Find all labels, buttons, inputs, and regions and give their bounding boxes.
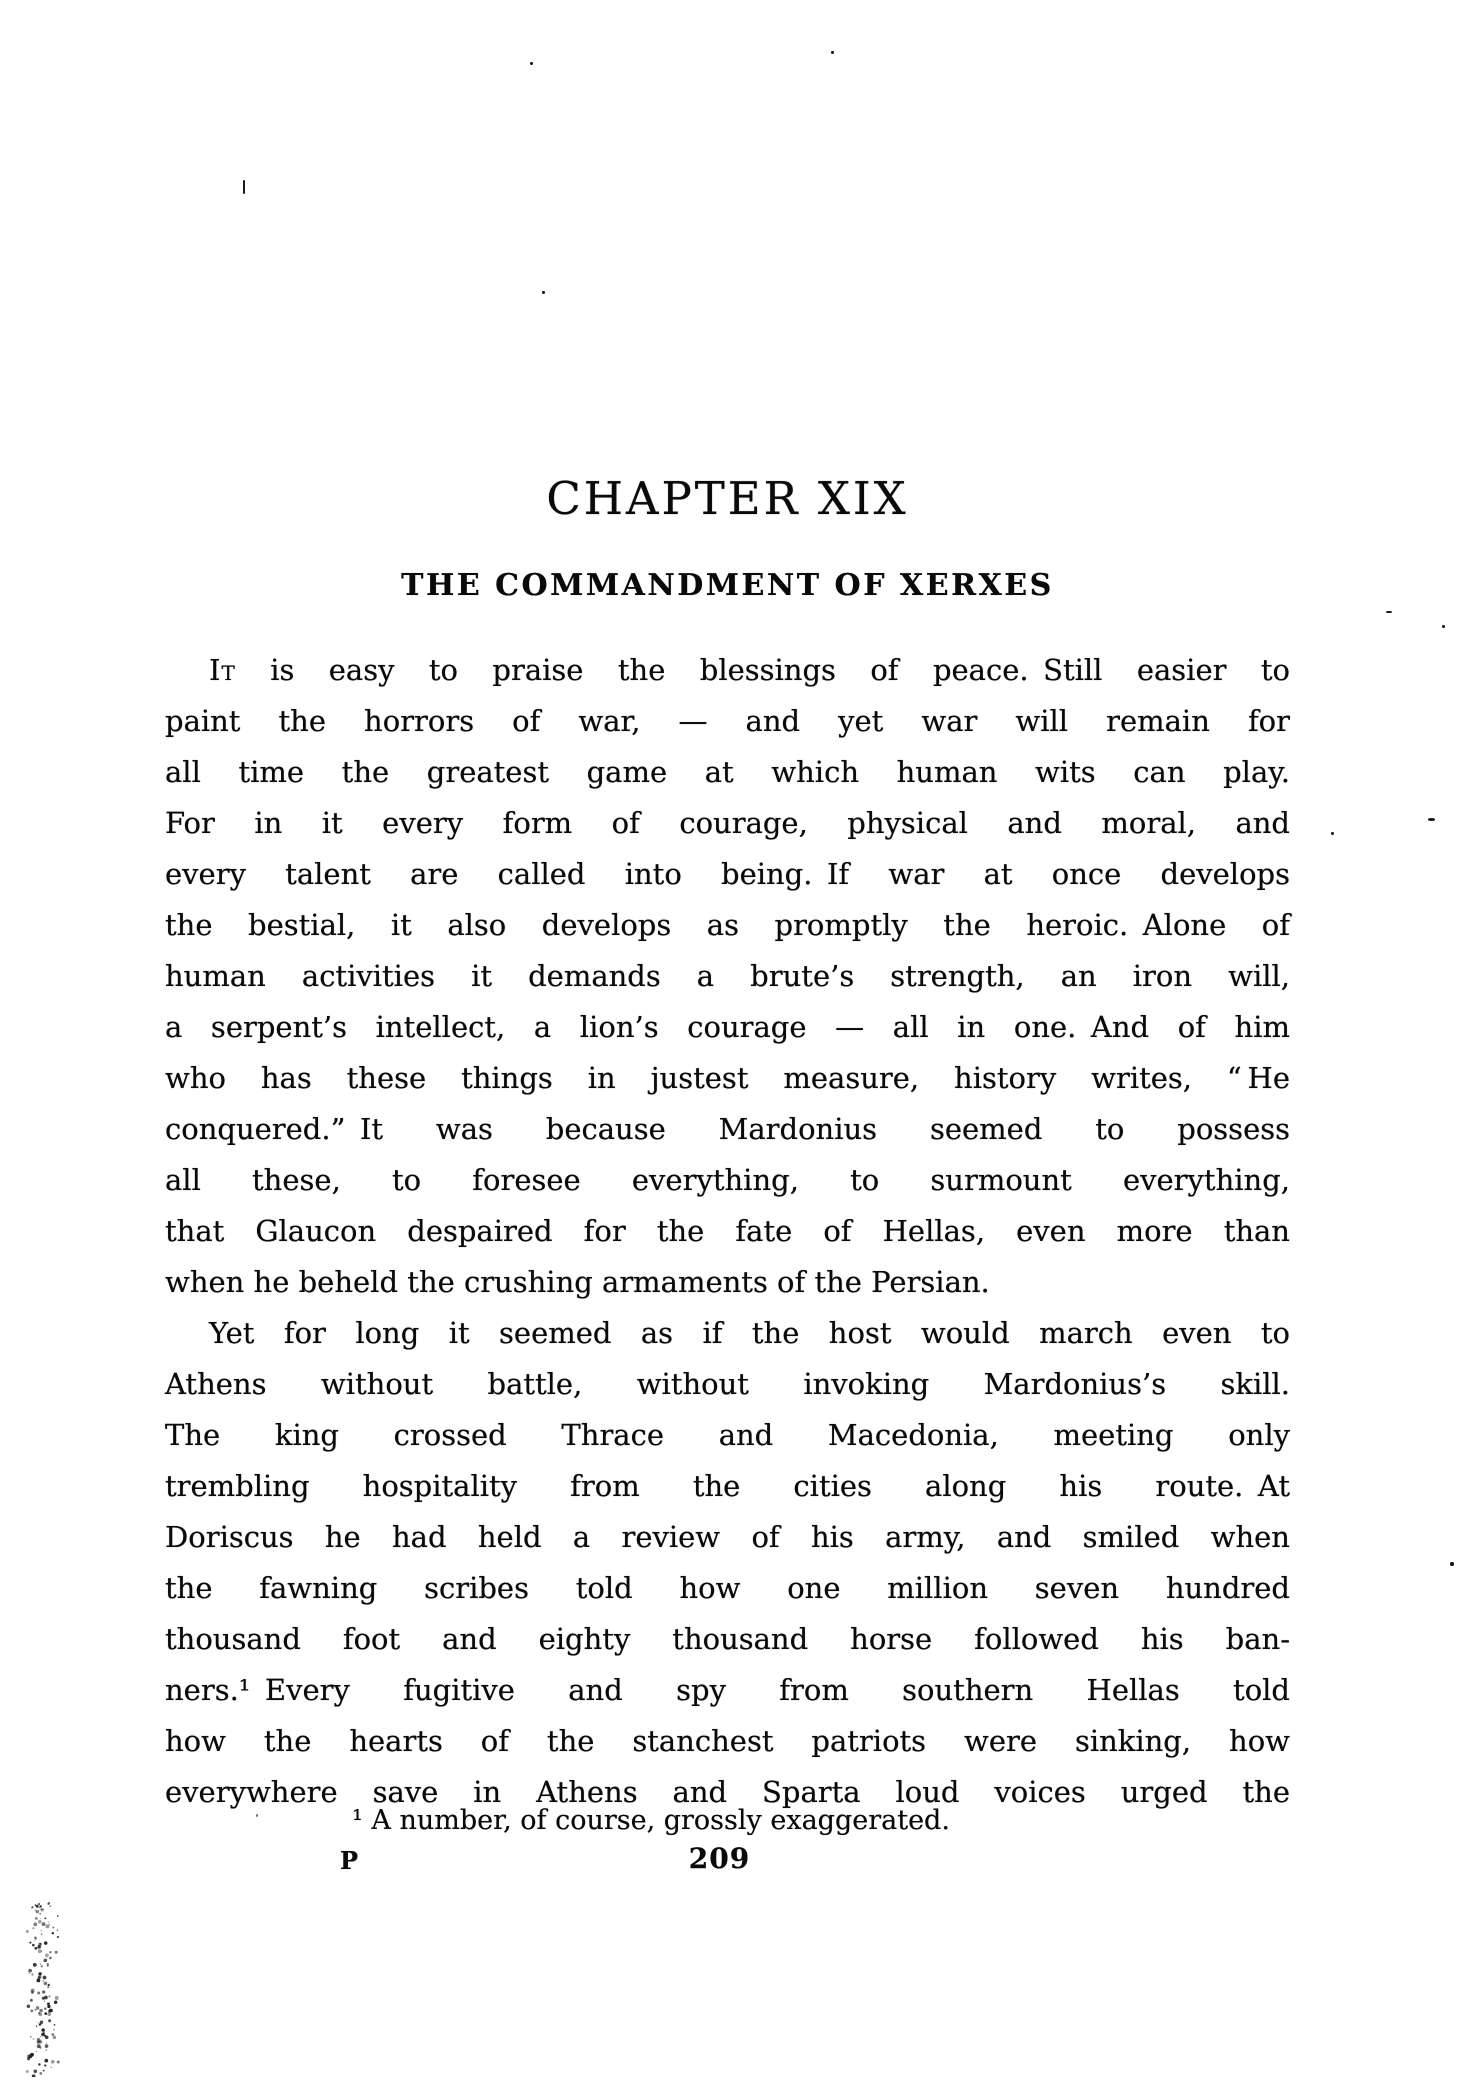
text-line: Yet for long it seemed as if the host would march even to — [209, 1316, 1290, 1350]
text-line: Doriscus he had held a review of his army, and smiled when — [165, 1520, 1290, 1554]
text-line: For in it every form of courage, physical and moral, and — [165, 806, 1290, 840]
text-line: every talent are called into being. If war at once develops — [165, 857, 1290, 891]
text-line: all these, to foresee everything, to surmount everything, — [165, 1163, 1290, 1197]
footnote: ¹ A number, of course, grossly exaggerated. — [352, 1805, 950, 1836]
page-number: 209 — [688, 1842, 751, 1875]
text-line: Athens without battle, without invoking Mardonius’s skill. — [165, 1367, 1290, 1401]
text-line: the fawning scribes told how one million seven hundred — [165, 1571, 1290, 1605]
text-line: It is easy to praise the blessings of peace. Still easier to — [209, 653, 1290, 687]
text-line: everywhere save in Athens and Sparta loud voices urged the — [165, 1775, 1290, 1809]
text-line: that Glaucon despaired for the fate of Hellas, even more than — [165, 1214, 1290, 1248]
chapter-subtitle: THE COMMANDMENT OF XERXES — [401, 568, 1054, 603]
text-line: who has these things in justest measure, history writes, “ He — [165, 1061, 1290, 1095]
text-line: The king crossed Thrace and Macedonia, meeting only — [165, 1418, 1290, 1452]
body-text — [165, 645, 1290, 1818]
scan-speck — [243, 180, 245, 194]
paragraph — [165, 645, 1290, 1308]
text-line: all time the greatest game at which human wits can play. — [165, 755, 1290, 789]
text-line: conquered.” It was because Mardonius seemed to possess — [165, 1112, 1290, 1146]
signature-mark: P — [340, 1846, 359, 1875]
text-line: the bestial, it also develops as promptly the heroic. Alone of — [165, 908, 1290, 942]
scan-speck — [1331, 832, 1334, 835]
chapter-heading: CHAPTER XIX — [546, 472, 909, 525]
scan-speck — [1386, 611, 1392, 613]
text-line: a serpent’s intellect, a lion’s courage — all in one. And of him — [165, 1010, 1290, 1044]
scan-speck — [831, 51, 834, 54]
paragraph — [165, 1308, 1290, 1818]
smallcaps-lead: It — [209, 653, 236, 687]
scan-speck — [1442, 625, 1445, 628]
text-line: human activities it demands a brute’s strength, an iron will, — [165, 959, 1290, 993]
scan-speck — [1450, 1562, 1454, 1566]
scan-speck — [530, 62, 533, 65]
text-line: how the hearts of the stanchest patriots were sinking, how — [165, 1724, 1290, 1758]
scan-noise — [14, 1902, 104, 2077]
scan-speck — [1428, 818, 1435, 821]
scan-speck — [256, 1814, 258, 1817]
text-line: thousand foot and eighty thousand horse followed his ban- — [165, 1622, 1290, 1656]
scan-speck — [542, 291, 545, 294]
text-line: paint the horrors of war, — and yet war will remain for — [165, 704, 1290, 738]
text-line: when he beheld the crushing armaments of the Persian. — [165, 1265, 990, 1299]
text-line: ners.¹ Every fugitive and spy from southern Hellas told — [165, 1673, 1290, 1707]
text-line: trembling hospitality from the cities along his route. At — [165, 1469, 1290, 1503]
